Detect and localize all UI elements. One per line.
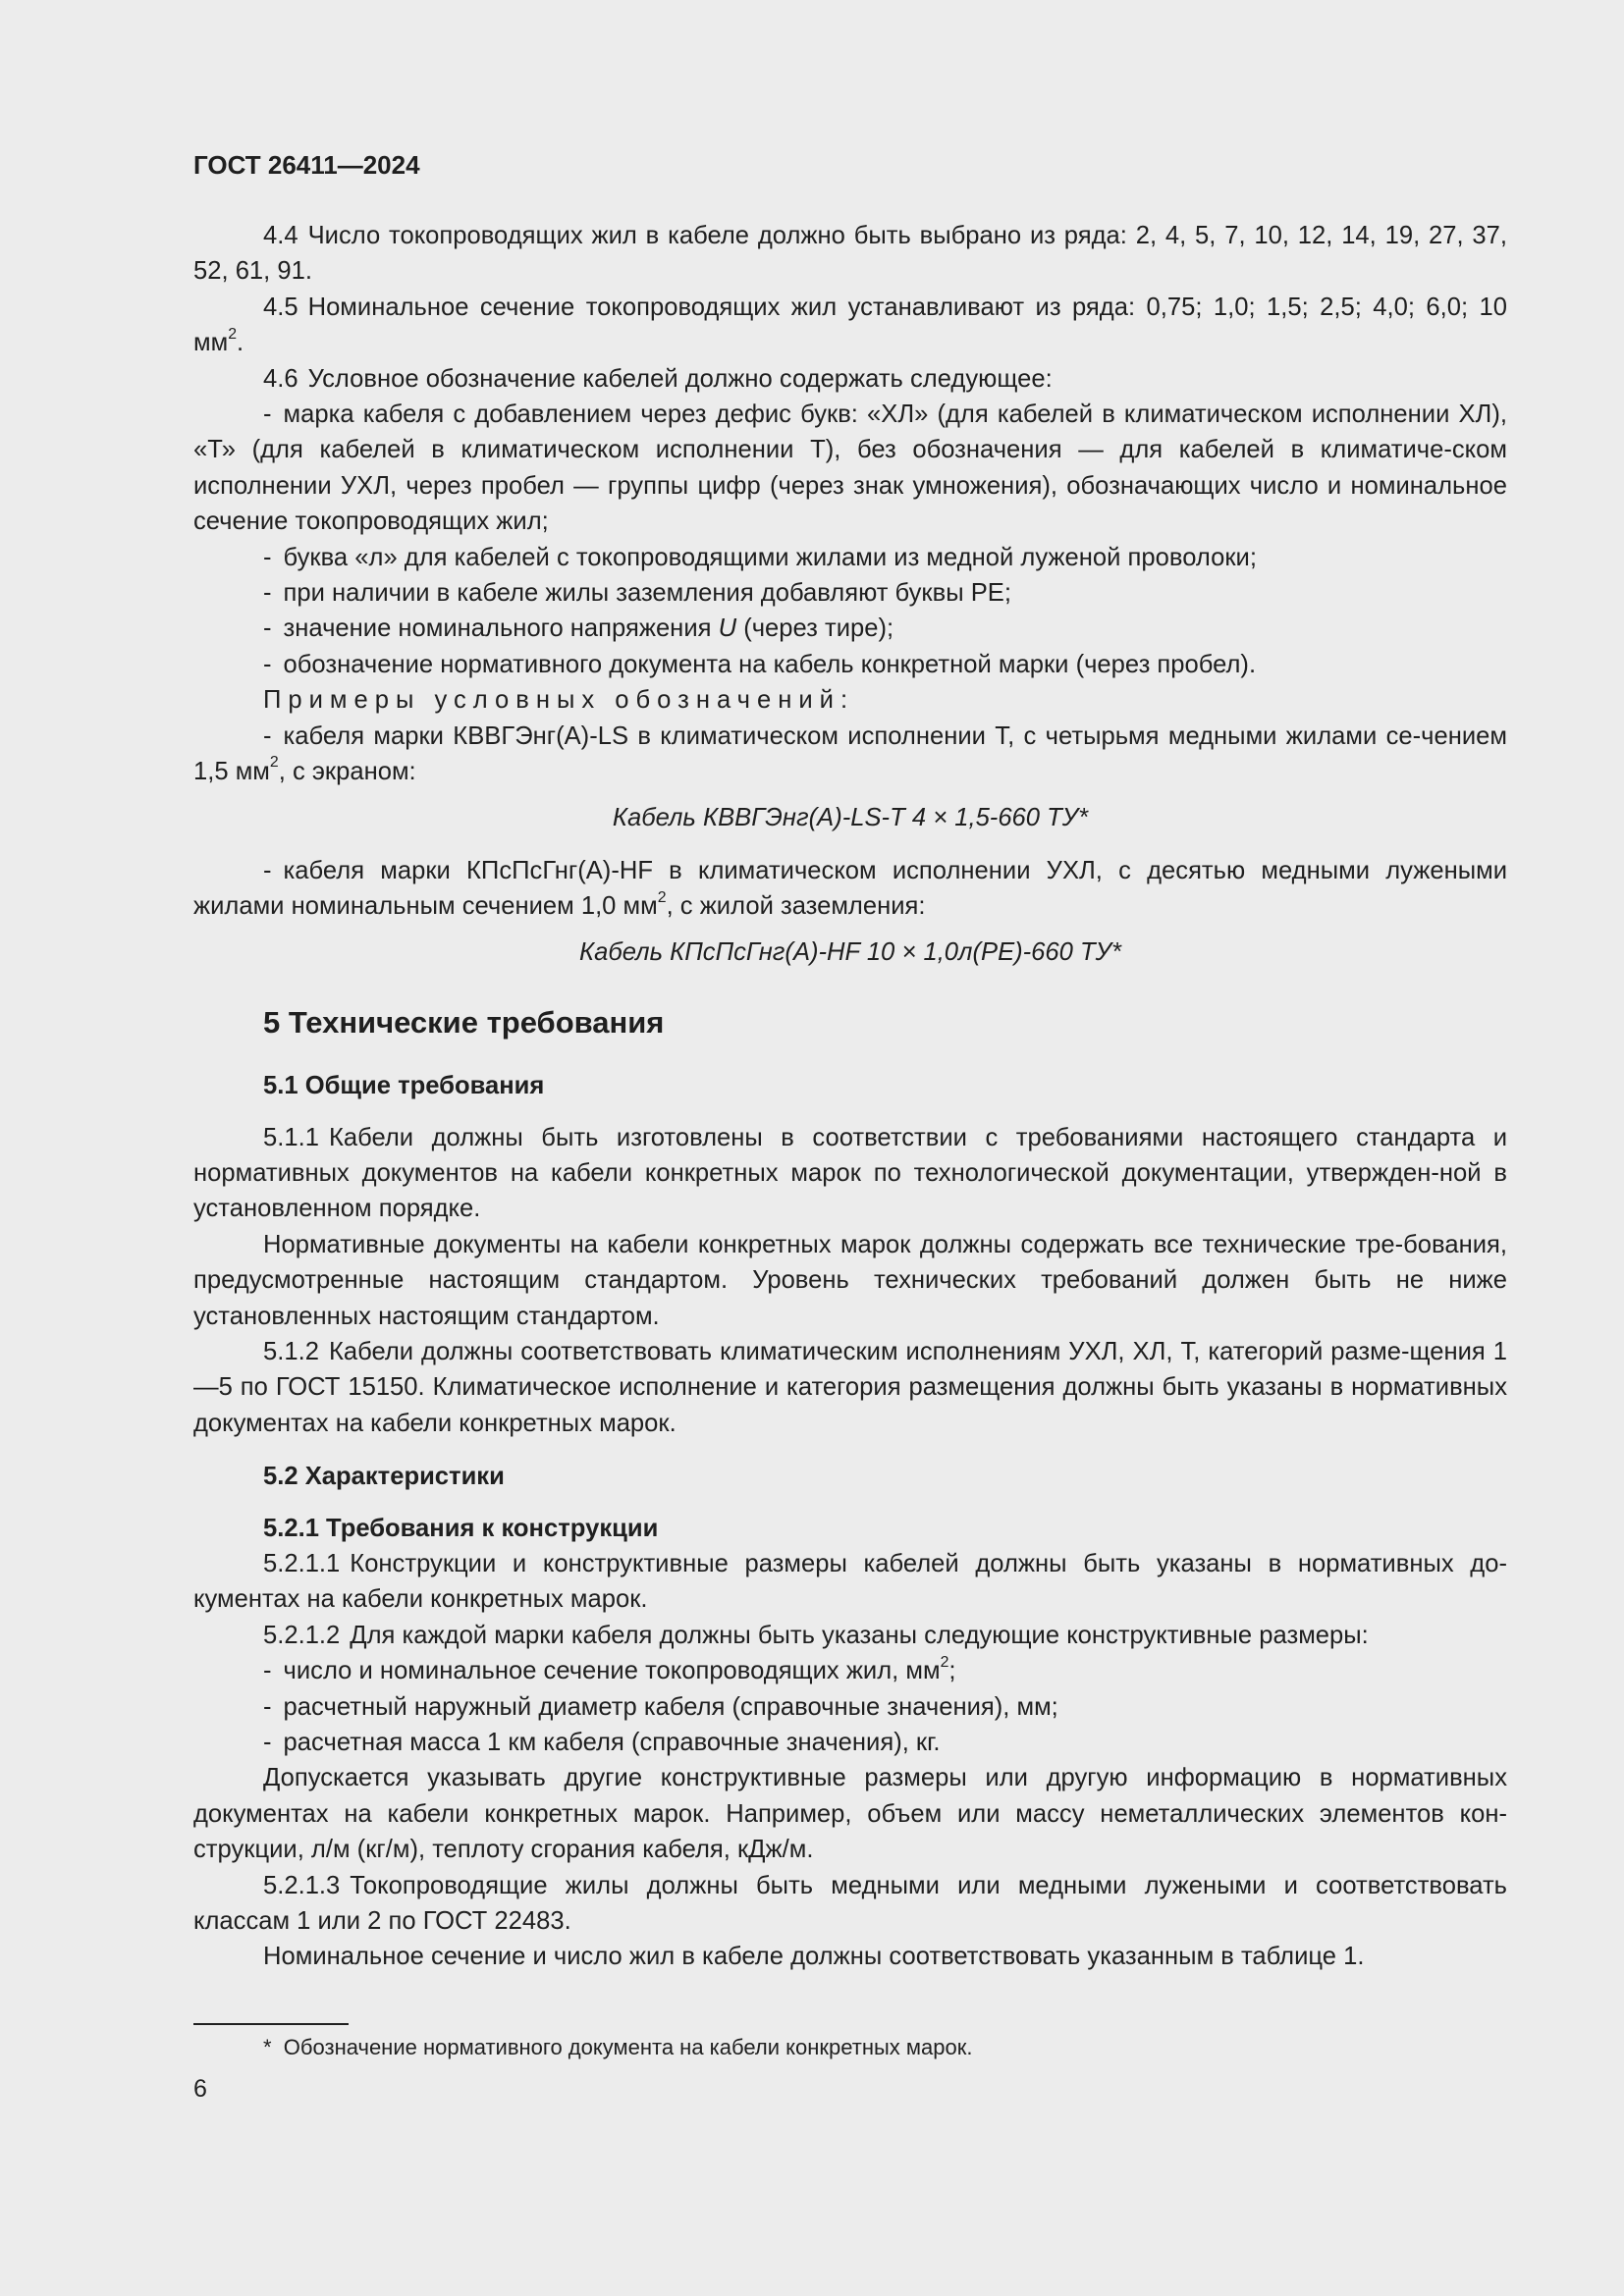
list-item-tail: ; — [948, 1657, 956, 1685]
clause-5-1-1 — [193, 1120, 1507, 1227]
section-heading-5: 5 Технические требования — [263, 1005, 665, 1041]
superscript: 2 — [269, 754, 279, 772]
clause-text: Конструкции и конструктивные размеры кабелей должны быть указаны в нормативных до-кументах на кабели конкретных марок. — [193, 1550, 1507, 1614]
list-item-text: обозначение нормативного документа на кабель конкретной марки (через пробел). — [283, 650, 1257, 678]
designation-example-1: Кабель КВВГЭнг(А)-LS-Т 4 × 1,5-660 ТУ* — [612, 803, 1089, 831]
clause-number: 4.6 — [263, 364, 298, 393]
list-item-text: марка кабеля с добавлением через дефис букв: «ХЛ» (для кабелей в климатическом исполнении ХЛ), «Т» (для кабелей в климатическом исполнении Т), без обозначения — для кабелей в климатиче-ском исполнении УХЛ, через пробел — группы цифр (через знак умножения), обозначающих число и номинальное сечение токопроводящих жил; — [193, 400, 1507, 536]
clause-5-1-2 — [193, 1334, 1507, 1441]
clause-5-2-1-1 — [193, 1546, 1507, 1618]
subsection-heading-5-1: 5.1 Общие требования — [263, 1072, 545, 1100]
list-item-text: расчетная масса 1 км кабеля (справочные значения), кг. — [283, 1729, 941, 1757]
clause-number: 5.2.1.2 — [263, 1621, 341, 1649]
list-item: - обозначение нормативного документа на кабель конкретной марки (через пробел). — [263, 650, 1257, 678]
example-text: кабеля марки КПсПсГнг(А)-HF в климатическом исполнении УХЛ, с десятью медными лужеными жилами номинальным сечением 1,0 мм — [193, 856, 1507, 921]
footnote — [263, 2030, 972, 2065]
clause-text: Условное обозначение кабелей должно содержать следующее: — [307, 364, 1053, 393]
clause-number: 5.2.1.1 — [263, 1550, 341, 1577]
list-item: - число и номинальное сечение токопроводящих жил, $мм^2$; — [263, 1653, 956, 1685]
subsection-heading-5-2: 5.2 Характеристики — [263, 1463, 505, 1491]
designation-example-2: Кабель КПсПсГнг(А)-HF 10 × 1,0л(РЕ)-660 ТУ* — [579, 937, 1121, 966]
clause-text: Кабели должны соответствовать климатическим исполнениям УХЛ, ХЛ, Т, категорий разме-щения 1—5 по ГОСТ 15150. Климатическое исполнение и категория размещения должны быть указаны в нормативных документах на кабели конкретных марок. — [193, 1337, 1507, 1437]
clause-5-2-1-3 — [193, 1868, 1507, 1940]
clause-text: Токопроводящие жилы должны быть медными или медными лужеными и соответствовать классам 1 или 2 по ГОСТ 22483. — [193, 1871, 1507, 1936]
example-text: кабеля марки КВВГЭнг(А)-LS в климатическом исполнении Т, с четырьмя медными жилами се-чением 1,5 мм — [193, 721, 1507, 786]
example-item: - кабеля марки КВВГЭнг(А)-LS в климатическом исполнении Т, с четырьмя медными жилами се-чением 1,5 $мм^2$, с экраном: — [193, 721, 1507, 786]
list-item-text: значение номинального напряжения — [283, 614, 719, 643]
example-tail: , с экраном: — [278, 758, 416, 786]
paragraph: Номинальное сечение и число жил в кабеле должны соответствовать указанным в таблице 1. — [263, 1943, 1365, 1971]
document-header: ГОСТ 26411—2024 — [193, 150, 420, 180]
clause-4-5 — [193, 290, 1507, 361]
list-item: - буква «л» для кабелей с токопроводящими жилами из медной луженой проволоки; — [263, 543, 1257, 571]
clause-4-4 — [193, 218, 1507, 290]
clause-number: 5.1.1 — [263, 1123, 319, 1151]
clause-number: 4.4 — [263, 222, 298, 249]
list-item: - марка кабеля с добавлением через дефис букв: «ХЛ» (для кабелей в климатическом исполнении ХЛ), «Т» (для кабелей в климатическом исполнении Т), без обозначения — для кабелей в климатиче-ском исполнении УХЛ, через пробел — группы цифр (через знак умножения), обозначающих число и номинальное сечение токопроводящих жил; — [193, 400, 1507, 536]
clause-number: 5.2.1.3 — [263, 1871, 341, 1899]
list-item: - при наличии в кабеле жилы заземления добавляют буквы РЕ; — [263, 579, 1011, 608]
superscript: 2 — [657, 888, 667, 906]
example-item: - кабеля марки КПсПсГнг(А)-HF в климатическом исполнении УХЛ, с десятью медными лужеными жилами номинальным сечением 1,0 $мм^2$, с жилой заземления: — [193, 856, 1507, 921]
footnote-mark: * — [263, 2035, 272, 2059]
clause-5-2-1-2 — [193, 1618, 1507, 1653]
examples-title: Примеры условных обозначений: — [263, 686, 855, 715]
footnote-divider — [193, 2023, 349, 2025]
list-item: - расчетная масса 1 км кабеля (справочные значения), кг. — [263, 1729, 941, 1757]
footnote-text: Обозначение нормативного документа на кабели конкретных марок. — [283, 2035, 973, 2059]
list-item-text: (через тире); — [736, 614, 894, 643]
list-item: - расчетный наружный диаметр кабеля (справочные значения), мм; — [263, 1692, 1058, 1721]
list-item-text: число и номинальное сечение токопроводящих жил, мм — [283, 1657, 941, 1685]
clause-text: Номинальное сечение токопроводящих жил устанавливают из ряда: 0,75; 1,0; 1,5; 2,5; 4,0; 6,0; 10 мм — [193, 293, 1507, 357]
variable-u: U — [718, 614, 737, 643]
paragraph: Допускается указывать другие конструктивные размеры или другую информацию в нормативных документах на кабели конкретных марок. Например, объем или массу неметаллических элементов кон-струкции, л/м (кг/м), теплоту сгорания кабеля, кДж/м. — [193, 1764, 1507, 1864]
superscript: 2 — [940, 1653, 949, 1671]
clause-text: Кабели должны быть изготовлены в соответствии с требованиями настоящего стандарта и нормативных документов на кабели конкретных марок по технологической документации, утвержден-ной в установленном порядке. — [193, 1123, 1507, 1223]
superscript: 2 — [228, 325, 238, 343]
example-tail: , с жилой заземления: — [666, 892, 926, 921]
subsection-heading-5-2-1: 5.2.1 Требования к конструкции — [263, 1514, 659, 1542]
list-item-text: при наличии в кабеле жилы заземления добавляют буквы РЕ; — [283, 579, 1011, 608]
clause-number: 4.5 — [263, 293, 298, 321]
clause-number: 5.1.2 — [263, 1337, 319, 1365]
paragraph: Нормативные документы на кабели конкретных марок должны содержать все технические тре-бования, предусмотренные настоящим стандартом. Уровень технических требований должен быть не ниже установленных настоящим стандартом. — [193, 1230, 1507, 1330]
clause-tail: . — [237, 329, 244, 357]
clause-text: Число токопроводящих жил в кабеле должно быть выбрано из ряда: 2, 4, 5, 7, 10, 12, 14, 19, 27, 37, 52, 61, 91. — [193, 222, 1507, 286]
list-item-text: расчетный наружный диаметр кабеля (справочные значения), мм; — [283, 1692, 1058, 1721]
page-number: 6 — [193, 2075, 207, 2103]
list-item-text: буква «л» для кабелей с токопроводящими жилами из медной луженой проволоки; — [283, 543, 1257, 571]
clause-text: Для каждой марки кабеля должны быть указаны следующие конструктивные размеры: — [350, 1621, 1369, 1649]
list-item: - значение номинального напряжения U (через тире); — [263, 614, 894, 643]
document-body — [193, 218, 1507, 1975]
clause-4-6 — [193, 361, 1507, 397]
